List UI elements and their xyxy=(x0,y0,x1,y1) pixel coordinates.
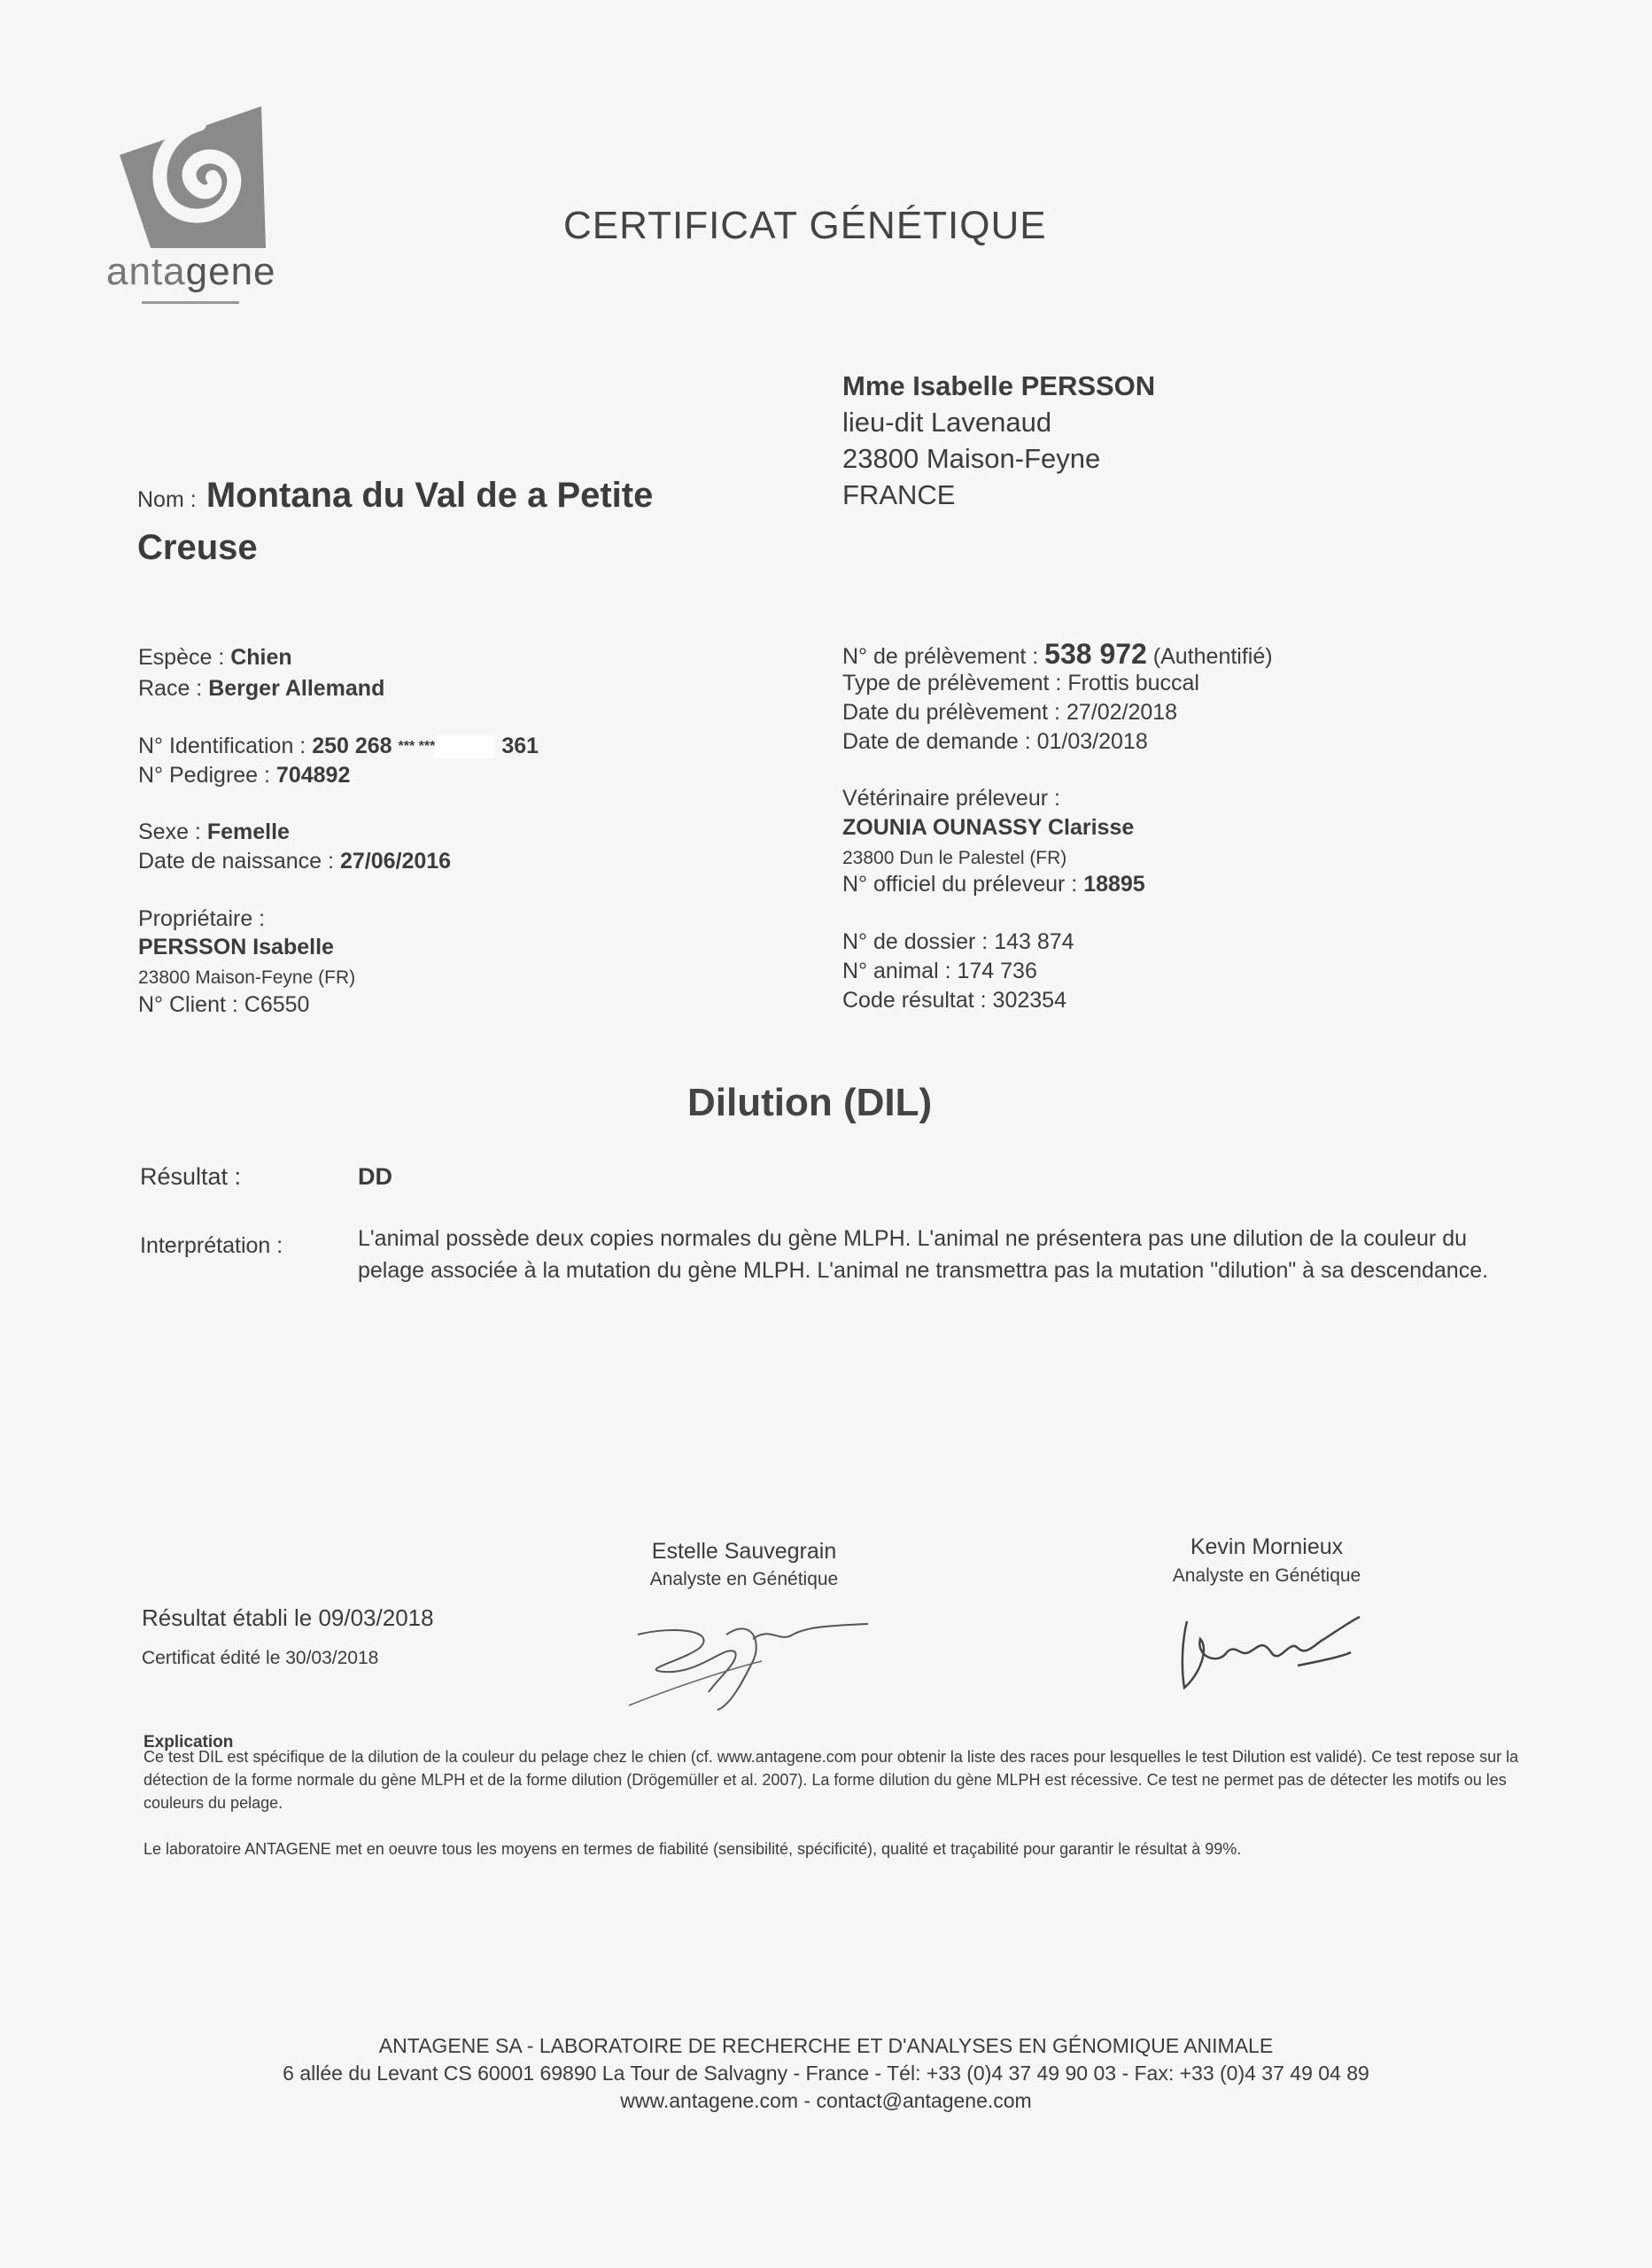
result-date: Résultat établi le 09/03/2018 xyxy=(142,1604,434,1631)
type-value: Frottis buccal xyxy=(1067,671,1199,695)
client-row xyxy=(138,990,309,1020)
code-row xyxy=(842,986,1066,1015)
prelevement-label: N° de prélèvement : xyxy=(842,644,1039,669)
animal-name: Montana du Val de a Petite Creuse xyxy=(137,476,654,567)
vet-address: 23800 Dun le Palestel (FR) xyxy=(842,848,1067,868)
logo-underline xyxy=(142,301,239,304)
animal-name-block xyxy=(137,471,740,571)
signature2-icon xyxy=(1165,1604,1369,1701)
logo-wordmark xyxy=(106,250,276,294)
naissance-value: 27/06/2016 xyxy=(339,849,452,874)
race-row xyxy=(138,674,384,703)
result-label: Résultat : xyxy=(140,1163,242,1190)
vet-officiel-label: N° officiel du préleveur : xyxy=(842,872,1078,897)
date-demande-label: Date de demande : xyxy=(842,729,1031,754)
signer1-name: Estelle Sauvegrain xyxy=(651,1539,837,1564)
test-title: Dilution (DIL) xyxy=(687,1081,933,1124)
signature1-icon xyxy=(620,1608,877,1714)
prelevement-value: 538 972 xyxy=(1044,638,1147,670)
date-demande-row xyxy=(842,727,1148,757)
recipient-line1: lieu-dit Lavenaud xyxy=(842,407,1052,438)
client-label: N° Client : xyxy=(138,992,238,1017)
date-prelevement-label: Date du prélèvement : xyxy=(842,700,1060,725)
footer-line2: 6 allée du Levant CS 60001 69890 La Tour de Salvagny - France - Tél: +33 (0)4 37 49 90 03 - Fax: +33 (0)4 37 49 04 89 xyxy=(283,2062,1369,2085)
logo-wordmark-suffix: gene xyxy=(185,250,276,293)
antagene-logo-icon xyxy=(115,102,270,252)
vet-officiel-row xyxy=(842,870,1145,899)
explication-text: Ce test DIL est spécifique de la dilution de la couleur du pelage chez le chien (cf. www.antagene.com pour obtenir la liste des races pour lesquelles le test Dilution est validé). Ce test repose sur la détection de la forme normale du gène MLPH et de la forme dilution (Drögemüller et al. 2007). La forme dilution du gène MLPH est récessive. Ce test ne permet pas de détecter les motifs ou les couleurs du pelage. xyxy=(143,1748,1519,1812)
pedigree-label: N° Pedigree : xyxy=(138,763,270,788)
code-value: 302354 xyxy=(992,988,1066,1013)
animal-no-label: N° animal : xyxy=(842,959,951,983)
dossier-row xyxy=(842,928,1074,957)
vet-label: Vétérinaire préleveur : xyxy=(842,786,1060,811)
identification-row xyxy=(138,732,539,761)
espece-label: Espèce : xyxy=(138,645,225,670)
interpretation-text: L'animal possède deux copies normales du gène MLPH. L'animal ne présentera pas une dilution de la couleur du pelage associée à la mutation du gène MLPH. L'animal ne transmettra pas la mutation "dilution" à sa descendance. xyxy=(358,1226,1489,1283)
race-label: Race : xyxy=(138,676,203,701)
document-title: CERTIFICAT GÉNÉTIQUE xyxy=(563,204,1047,247)
prelevement-note: (Authentifié) xyxy=(1152,644,1273,669)
certificate-date: Certificat édité le 30/03/2018 xyxy=(142,1648,379,1668)
recipient-line2: 23800 Maison-Feyne xyxy=(842,443,1101,474)
type-label: Type de prélèvement : xyxy=(842,671,1062,695)
vet-officiel-value: 18895 xyxy=(1083,872,1145,897)
type-row xyxy=(842,669,1199,698)
lab-statement: Le laboratoire ANTAGENE met en oeuvre tous les moyens en termes de fiabilité (sensibilité, spécificité), qualité et traçabilité pour garantir le résultat à 99%. xyxy=(143,1840,1242,1858)
redaction-box xyxy=(435,735,495,758)
sexe-row xyxy=(138,818,290,847)
animal-no-value: 174 736 xyxy=(957,959,1037,983)
identification-mask: *** *** xyxy=(398,739,436,754)
client-value: C6550 xyxy=(244,992,310,1017)
date-prelevement-row xyxy=(842,698,1177,727)
owner-label: Propriétaire : xyxy=(138,906,266,931)
pedigree-row xyxy=(138,761,350,790)
espece-value: Chien xyxy=(230,645,292,670)
explication-title: Explication xyxy=(143,1733,234,1751)
footer-line3: www.antagene.com - contact@antagene.com xyxy=(620,2089,1032,2112)
logo-wordmark-prefix: anta xyxy=(106,250,186,293)
interpretation-label: Interprétation : xyxy=(140,1233,283,1258)
recipient-name: Mme Isabelle PERSSON xyxy=(842,370,1156,401)
signer1-role: Analyste en Génétique xyxy=(649,1569,839,1589)
animal-no-row xyxy=(842,957,1037,986)
owner-name: PERSSON Isabelle xyxy=(138,935,334,959)
recipient-address xyxy=(842,368,1155,513)
espece-row xyxy=(138,643,292,672)
race-value: Berger Allemand xyxy=(208,676,385,701)
naissance-label: Date de naissance : xyxy=(138,849,334,874)
signer2-name: Kevin Mornieux xyxy=(1190,1534,1344,1559)
identification-label: N° Identification : xyxy=(138,734,306,758)
recipient-line3: FRANCE xyxy=(842,479,956,510)
animal-name-label: Nom : xyxy=(137,487,197,512)
signer2-role: Analyste en Génétique xyxy=(1172,1565,1361,1586)
naissance-row xyxy=(138,847,451,876)
dossier-value: 143 874 xyxy=(994,929,1074,954)
owner-address: 23800 Maison-Feyne (FR) xyxy=(138,967,356,988)
code-label: Code résultat : xyxy=(842,988,987,1013)
vet-name: ZOUNIA OUNASSY Clarisse xyxy=(842,815,1135,840)
sexe-value: Femelle xyxy=(206,819,290,844)
identification-start: 250 268 xyxy=(312,734,392,758)
result-value: DD xyxy=(358,1163,392,1190)
identification-end: 361 xyxy=(501,734,539,758)
date-demande-value: 01/03/2018 xyxy=(1036,729,1148,754)
sexe-label: Sexe : xyxy=(138,819,201,844)
footer-line1: ANTAGENE SA - LABORATOIRE DE RECHERCHE ET D'ANALYSES EN GÉNOMIQUE ANIMALE xyxy=(378,2034,1274,2057)
dossier-label: N° de dossier : xyxy=(842,929,989,954)
date-prelevement-value: 27/02/2018 xyxy=(1066,700,1178,725)
pedigree-value: 704892 xyxy=(275,763,351,788)
